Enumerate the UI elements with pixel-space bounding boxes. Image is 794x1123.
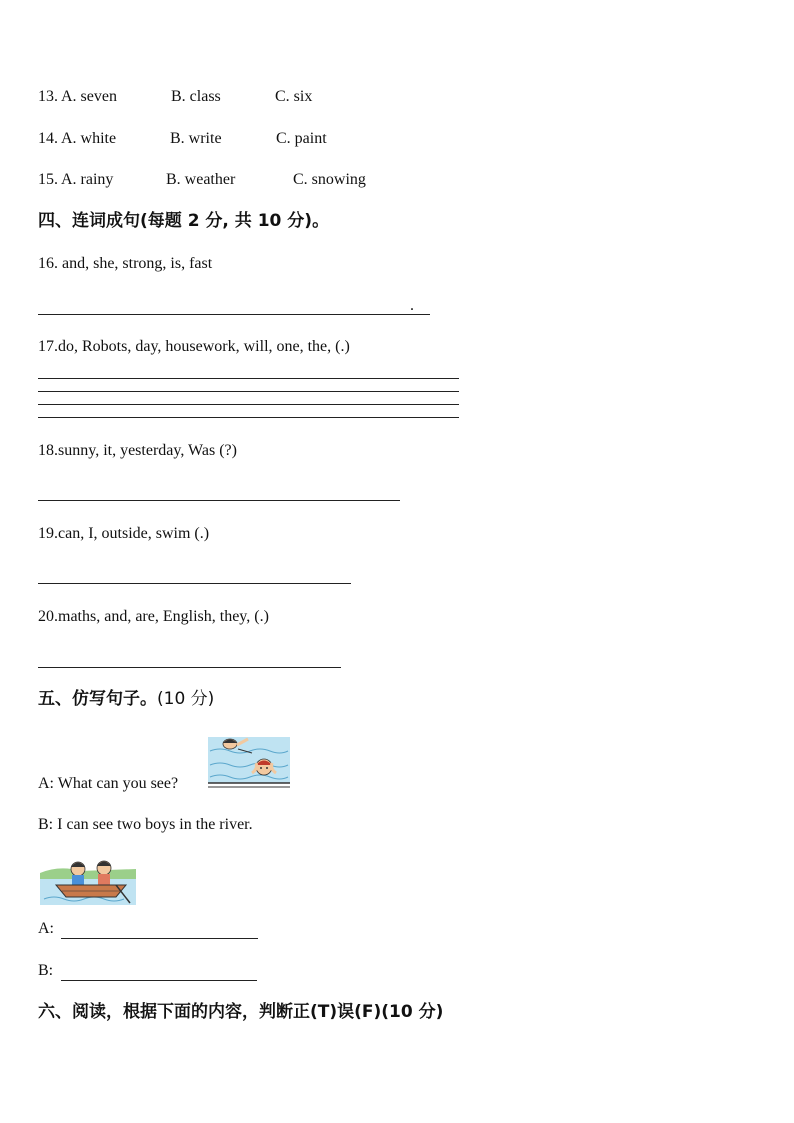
q13-option-a: A. seven — [61, 88, 117, 105]
q17-answer-line-3[interactable] — [38, 404, 459, 405]
q13-option-b: B. class — [171, 88, 221, 105]
q19-answer-line[interactable] — [38, 583, 351, 584]
q13-number: 13. — [38, 88, 58, 105]
example-answer: B: I can see two boys in the river. — [38, 816, 253, 833]
children-boat-image — [40, 855, 136, 907]
section-4-heading: 四、连词成句(每题 2 分, 共 10 分)。 — [38, 211, 330, 231]
q14-option-a: A. white — [61, 130, 117, 147]
answer-b-line[interactable] — [61, 980, 257, 981]
q13-option-c: C. six — [275, 88, 313, 105]
q18-text: 18.sunny, it, yesterday, Was (?) — [38, 442, 237, 459]
example-question: A: What can you see? — [38, 775, 179, 792]
q14-option-b: B. write — [170, 130, 222, 147]
q15-option-a: A. rainy — [61, 171, 114, 188]
q14-number: 14. — [38, 130, 58, 147]
q15-option-c: C. snowing — [293, 171, 366, 188]
q20-text: 20.maths, and, are, English, they, (.) — [38, 608, 269, 625]
answer-a-line[interactable] — [61, 938, 258, 939]
q17-answer-line-4[interactable] — [38, 417, 459, 418]
answer-a-label: A: — [38, 920, 54, 937]
q16-period: . — [410, 297, 414, 314]
section-6-heading: 六、阅读，根据下面的内容，判断正(T)误(F)(10 分) — [38, 1002, 444, 1022]
q20-answer-line[interactable] — [38, 667, 341, 668]
q15-number: 15. — [38, 171, 58, 188]
q17-answer-line-2[interactable] — [38, 391, 459, 392]
swimming-boys-image — [208, 729, 290, 791]
section-5-score: (10 分) — [157, 689, 215, 709]
section-5-title: 五、仿写句子。 — [38, 689, 157, 709]
q17-text: 17.do, Robots, day, housework, will, one, the, (.) — [38, 338, 350, 355]
q14-option-c: C. paint — [276, 130, 327, 147]
answer-b-label: B: — [38, 962, 54, 979]
q15-option-b: B. weather — [166, 171, 236, 188]
q19-text: 19.can, I, outside, swim (.) — [38, 525, 210, 542]
q16-text: 16. and, she, strong, is, fast — [38, 255, 213, 272]
section-5-heading — [38, 688, 214, 710]
q16-answer-line[interactable] — [38, 314, 430, 315]
q17-answer-line-1[interactable] — [38, 378, 459, 379]
q18-answer-line[interactable] — [38, 500, 400, 501]
